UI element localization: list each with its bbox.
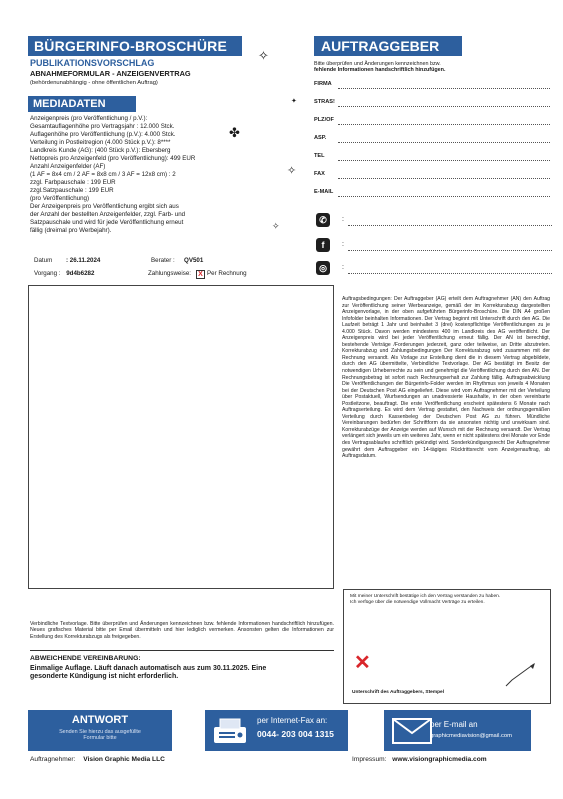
mediadaten-line: Anzeigenpreis (pro Veröffentlichung / p.V.): — [30, 115, 148, 122]
divider — [30, 650, 334, 651]
antwort-sub: Senden Sie hierzu das ausgefüllte — [59, 729, 141, 735]
mediadaten-line: fällig (dreimal pro Werbejahr). — [30, 227, 112, 234]
signature-box[interactable] — [343, 589, 551, 704]
mediadaten-line: Der Anzeigenpreis pro Veröffentlichung ergibt sich aus — [30, 203, 179, 210]
field-strasse[interactable] — [314, 98, 550, 116]
datum-label: Datum — [34, 257, 53, 264]
whatsapp-icon: ✆ — [316, 213, 330, 227]
mediadaten-line: Gesamtauflagenhöhe pro Vertragsjahr : 12.000 Stck. — [30, 123, 175, 130]
abweichende-line: gesonderte Kündigung ist nicht erforderlich. — [30, 673, 179, 680]
abweichende-title: ABWEICHENDE VEREINBARUNG: — [30, 655, 141, 662]
social-value: : — [342, 216, 344, 223]
ad-template-area[interactable] — [28, 285, 334, 589]
field-asp[interactable] — [314, 134, 550, 152]
mediadaten-line: zzgl. Farbpauschale : 199 EUR — [30, 179, 116, 186]
mediadaten-line: Satzpauschale und wird für jede Veröffentlichung erneut — [30, 219, 184, 226]
zahlungsweise-label: Zahlungsweise: — [148, 270, 191, 277]
signature-note — [350, 594, 546, 607]
auftraggeber-band — [314, 36, 462, 56]
signature-note-line: Mit meiner Unterschrift bestätige ich den Vertrag verstanden zu haben. — [350, 594, 501, 599]
subtitle: PUBLIKATIONSVORSCHLAG — [30, 58, 155, 68]
field-label: FAX — [314, 171, 325, 177]
auftragnehmer-label: Auftragnehmer: — [30, 756, 76, 763]
zahlungsweise-value: Per Rechnung — [207, 270, 247, 277]
abweichende-vereinbarung — [30, 655, 334, 680]
signature-note-line: Ich verfüge über die notwendige Vollmacht Verträge zu erteilen. — [350, 600, 485, 606]
vorgang-row — [34, 270, 274, 278]
vorgang-label: Vorgang : — [34, 270, 61, 277]
datum-row — [34, 257, 274, 265]
field-label: E-MAIL — [314, 189, 334, 195]
facebook-icon: f — [316, 238, 330, 252]
antwort-title: ANTWORT — [71, 714, 129, 726]
mediadaten-line: Auflagenhöhe pro Veröffentlichung (p.V.): 4.000 Stck. — [30, 131, 176, 138]
impressum-label: Impressum: — [352, 756, 387, 763]
form-note: (behördenunabhängig - ohne öffentlichen Auftrag) — [30, 80, 158, 86]
field-label: PLZ/OF — [314, 117, 334, 123]
field-label: FIRMA — [314, 81, 332, 87]
email-label: per E-mail an — [430, 720, 478, 729]
auftraggeber-note-line: fehlende Informationen handschriftlich hinzufügen. — [314, 67, 446, 74]
antwort-sub: Formular bitte — [83, 735, 117, 741]
auftraggeber-note-line: Bitte überprüfen und Änderungen kennzeichnen bzw. — [314, 61, 441, 67]
template-note: Verbindliche Textvorlage. Bitte überprüfen und Änderungen kennzeichnen bzw. fehlende Informationen handschriftlich hinzufügen. Neues grafisches Material bitte per Email übermitteln und hier lediglich vermerken. Ansonsten gelten die Informationen zur Erstellung des Korrekturabzugs als freigegeben. — [30, 621, 334, 640]
mediadaten-line: (pro Veröffentlichung) — [30, 195, 90, 202]
social-value: : — [342, 241, 344, 248]
page-title: BÜRGERINFO-BROSCHÜRE — [34, 38, 227, 54]
mediadaten-line: der Anzahl der bestellten Anzeigenfelder, zzgl. Farb- und — [30, 211, 186, 218]
fax-block[interactable] — [205, 710, 348, 751]
berater-label: Berater : — [151, 257, 175, 264]
auftragnehmer-line — [30, 756, 270, 764]
instagram-icon: ◎ — [316, 261, 330, 275]
fax-icon — [212, 717, 248, 745]
sparkle-icon: ✧ — [287, 165, 297, 177]
email-block[interactable] — [384, 710, 531, 751]
auftragnehmer-value: Vision Graphic Media LLC — [83, 756, 165, 763]
field-firma[interactable] — [314, 80, 550, 98]
pen-icon — [504, 662, 538, 688]
mediadaten-line: zzgl.Satzpauschale : 199 EUR — [30, 187, 114, 194]
berater-value: QV501 — [184, 257, 204, 264]
impressum-value[interactable]: www.visiongraphicmedia.com — [392, 756, 487, 763]
fax-label: per Internet-Fax an: — [257, 716, 328, 725]
field-label: STRAS! — [314, 99, 335, 105]
field-label: TEL — [314, 153, 325, 159]
field-plz-ort[interactable] — [314, 116, 550, 134]
signature-mark-icon: ✕ — [354, 652, 371, 674]
terms-text: Auftragsbedingungen: Der Auftraggeber (AG) erteilt dem Auftragnehmer (AN) den Auftrag zur Veröffentlichung seiner Werbeanzeige, gemäß der im Korrekturabzug dargestellten Anzeigenvorlage, in der oben aufgeführten Bürgerinfo-Broschüre. Die DIN A4 großen Infofolder beinhalten Informationen. Der Vertrag beginnt mit Unterschrift durch den AG. Die Laufzeit beträgt 1 Jahr und beinhaltet 3 (drei) kostenpflichtige Veröffentlichungen zu je 4.000 Stück. Davon werden mindestens 400 im Landkreis des AG veröffentlicht. Der Anzeigenpreis wird bei jeder Veröffentlichung erneut fällig. Der AN ist berechtigt, bestehende Verträge /Forderungen jederzeit, ganz oder teilweise, an Dritte abzutreten. Korrekturabzug und Zahlungsbedingungen Der Korrekturabzug wird zusammen mit der Rechnung versandt. Als Vorlage zur Erstellung dient die in diesem Vertrag abgebildete, durch den AG übermittelte, Verbindliche Textvorlage. Der AG bestätigt im Besitz der notwendigen Urheberrechte zu sein und genehmigt die Veröffentlichung durch den AN. Der Rechnungsbetrag ist sofort nach Rechnungserhalt zur Zahlung fällig. Auftragsabwicklung Die Veröffentlichungen der Bürgerinfo-Folder werden im Rhythmus von jeweils 4 Monaten bei der Deutschen Post AG eingeliefert. Diese wird vom Auftragnehmer mit der Verteilung über Postaktuell, Wurfsendungen an unadressierte Haushalte, in der oben vereinbarte Postleitzone, beauftragt. Die erste Veröffentlichung erscheint spätestens 6 Monate nach Auftragserteilung. Es wird dem Vertrag gestattet, den Nachweis der ordnungsgemäßen Verteilung durch Kassenbeleg der Deutschen Post AG zu führen. Mündliche Vereinbarungen bedürfen der Schriftform da sie ansonsten nichtig und unwirksam sind. Korrekturabzüge der Anzeige werden auf Wunsch mit der Rechnung versandt. Der Vertrag verlängert sich jeweils um ein weiteres Jahr, wenn er nicht spätestens drei Monate vor Ende des Vertragsablaufes schriftlich gekündigt wird. Sonderkündigungsrecht Der Auftragnehmer gewährt dem Auftraggeber ein 14-tägiges Rücktrittsrecht vom Anzeigenauftrag, ab Auftragsdatum. — [342, 296, 550, 460]
mail-icon — [392, 718, 432, 744]
datum-value: : 26.11.2024 — [65, 257, 101, 264]
auftraggeber-note — [314, 61, 514, 74]
field-fax[interactable] — [314, 170, 550, 188]
vorgang-value: 9d4b6282 — [66, 270, 95, 277]
sparkle-icon: ✦ — [291, 98, 297, 105]
field-label: ASP. — [314, 135, 327, 141]
mediadaten-line: Anzahl Anzeigenfelder (AF) — [30, 163, 106, 170]
social-row-whatsapp[interactable] — [316, 213, 552, 229]
sparkle-icon: ✤ — [229, 125, 240, 140]
header-title-band — [28, 36, 242, 56]
mediadaten-line: (1 AF = 8x4 cm / 2 AF = 8x8 cm / 3 AF = 12x8 cm) : 2 — [30, 171, 176, 178]
form-title: ABNAHMEFORMULAR - ANZEIGENVERTRAG — [30, 69, 191, 78]
sparkle-icon: ✧ — [272, 221, 280, 231]
signature-label: Unterschrift des Auftraggebers, Stempel — [352, 689, 445, 695]
impressum-line — [352, 756, 552, 764]
mediadaten-line: Verteilung in Postleitregion (4.000 Stück p.V.): 8**** — [30, 139, 171, 146]
zahlungsweise-checkbox[interactable]: X — [196, 270, 205, 279]
social-row-facebook[interactable] — [316, 238, 552, 254]
antwort-block — [28, 710, 172, 751]
social-value: : — [342, 264, 344, 271]
mediadaten-line: Nettopreis pro Anzeigenfeld (pro Veröffentlichung): 499 EUR — [30, 155, 196, 162]
mediadaten-line: Landkreis Kunde (AG): (400 Stück p.V.): Ebersberg — [30, 147, 171, 154]
field-tel[interactable] — [314, 152, 550, 170]
mediadaten-title: MEDIADATEN — [33, 98, 106, 110]
abweichende-line: Einmalige Auflage. Läuft danach automatisch aus zum 30.11.2025. Eine — [30, 665, 267, 672]
fax-number[interactable]: 0044- 203 004 1315 — [257, 729, 334, 739]
mediadaten-band — [28, 96, 136, 112]
field-email[interactable] — [314, 188, 550, 206]
social-row-instagram[interactable] — [316, 261, 552, 277]
auftraggeber-title: AUFTRAGGEBER — [321, 38, 440, 54]
email-value[interactable]: graphicmediavision@gmail.com — [430, 733, 512, 739]
sparkle-icon: ✧ — [258, 48, 269, 63]
